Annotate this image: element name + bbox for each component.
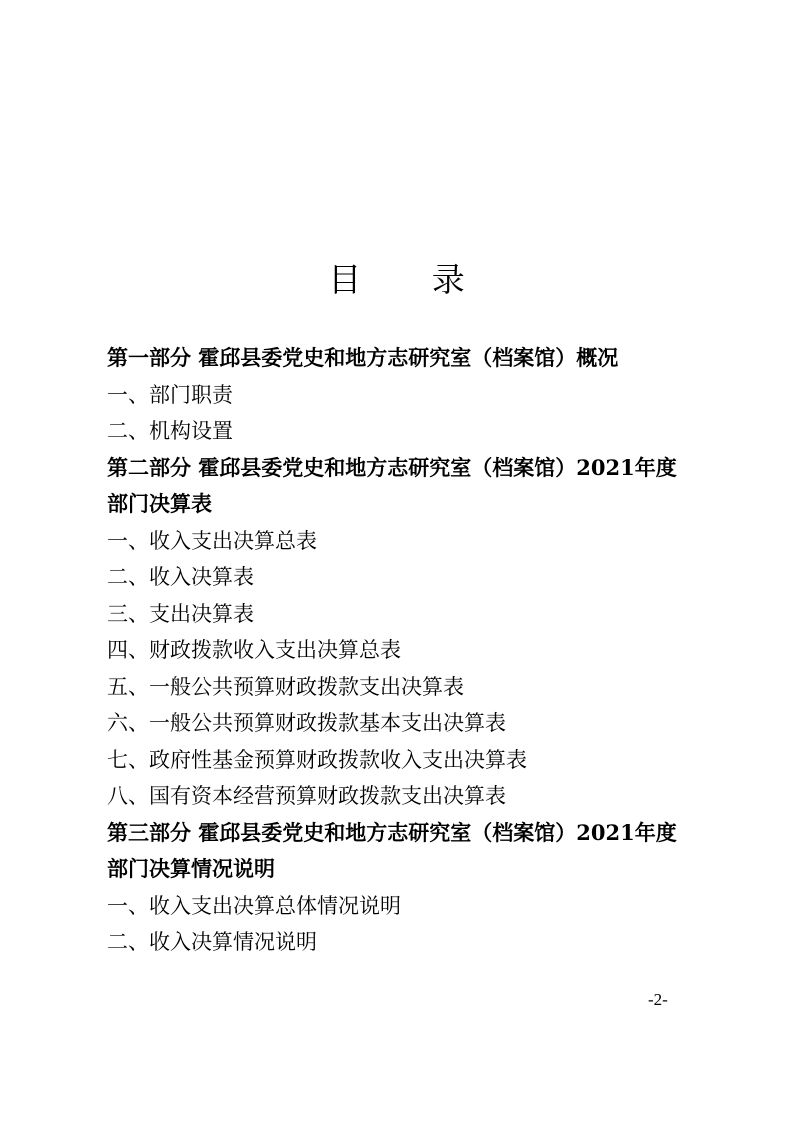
toc-item: 六、一般公共预算财政拨款基本支出决算表	[107, 711, 506, 735]
toc-item: 三、支出决算表	[107, 601, 254, 626]
table-of-contents	[107, 340, 697, 961]
toc-item: 二、收入决算表	[107, 565, 254, 589]
page-title: 目 录	[328, 260, 495, 299]
toc-item: 八、国有资本经营预算财政拨款支出决算表	[107, 784, 506, 808]
toc-item: 一、收入支出决算总表	[107, 528, 317, 553]
toc-item: 七、政府性基金预算财政拨款收入支出决算表	[107, 747, 527, 772]
toc-item: 二、机构设置	[107, 419, 233, 443]
toc-item: 一、部门职责	[107, 382, 233, 407]
page-number: -2-	[648, 990, 668, 1009]
toc-item: 四、财政拨款收入支出决算总表	[107, 638, 401, 662]
toc-item: 二、收入决算情况说明	[107, 930, 317, 954]
toc-part-2: 第二部分 霍邱县委党史和地方志研究室（档案馆）2021年度部门决算表	[107, 454, 677, 516]
toc-item: 一、收入支出决算总体情况说明	[107, 893, 401, 918]
toc-part-1: 第一部分 霍邱县委党史和地方志研究室（档案馆）概况	[107, 345, 619, 370]
toc-item: 五、一般公共预算财政拨款支出决算表	[107, 674, 464, 699]
toc-part-3: 第三部分 霍邱县委党史和地方志研究室（档案馆）2021年度部门决算情况说明	[107, 819, 677, 881]
